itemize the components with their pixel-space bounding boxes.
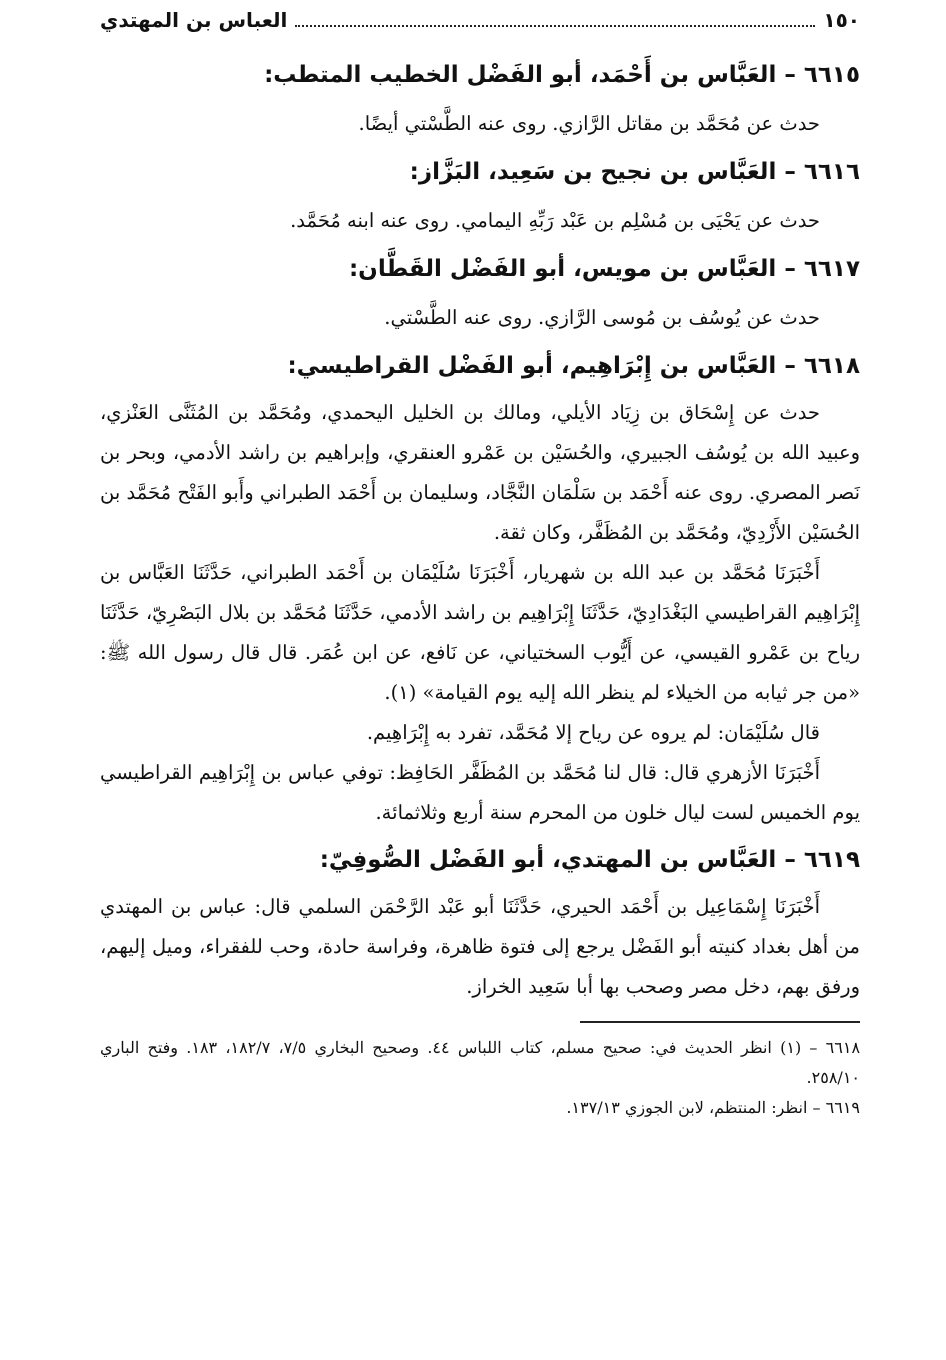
entry-heading-6618: ٦٦١٨ – العَبَّاس بن إِبْرَاهِيم، أبو الفَضْل القراطيسي: bbox=[287, 353, 860, 379]
entry-6615-text: حدث عن مُحَمَّد بن مقاتل الرَّازي. روى عنه الطَّسْتي أيضًا. bbox=[358, 112, 820, 135]
entry-heading-6617: ٦٦١٧ – العَبَّاس بن مويس، أبو الفَضْل القَطَّان: bbox=[348, 256, 860, 282]
book-page bbox=[100, 0, 860, 1360]
entry-6619-text: أَخْبَرَنَا إِسْمَاعِيل بن أَحْمَد الحيري، حَدَّثَنَا أبو عَبْد الرَّحْمَن السلمي قال: عباس بن المهتدي من أهل بغداد كنيته أبو الفَضْل يرجع إلى فتوة ظاهرة، وفراسة حادة، وحب للفقراء، وميل إليهم، ورفق بهم، دخل مصر وصحب بها أبا سَعِيد الخراز. bbox=[100, 895, 860, 998]
entry-6618-note: قال سُلَيْمَان: لم يروه عن رياح إلا مُحَمَّد، تفرد به إِبْرَاهِيم. bbox=[366, 721, 820, 744]
entry-6616-text: حدث عن يَحْيَى بن مُسْلِم بن عَبْد رَبِّهِ اليمامي. روى عنه ابنه مُحَمَّد. bbox=[290, 209, 820, 232]
entry-6618-narrators: حدث عن إِسْحَاق بن زِيَاد الأيلي، ومالك بن الخليل اليحمدي، ومُحَمَّد بن المُثَنَّى العَنْزي، وعبيد الله بن يُوسُف الجبيري، والحُسَيْن بن عَمْرو العنقري، وإبراهيم بن راشد الأدمي، وبحر بن نَصر المصري. روى عنه أَحْمَد بن سَلْمَان النَّجَّاد، وسليمان بن أَحْمَد الطبراني وأَبو الفَتْح مُحَمَّد بن الحُسَيْن الأَزْدِيّ، ومُحَمَّد بن المُظَفَّر، وكان ثقة. bbox=[100, 401, 860, 544]
entry-6618-death: أَخْبَرَنَا الأزهري قال: قال لنا مُحَمَّد بن المُظَفَّر الحَافِظ: توفي عباس بن إِبْرَاهِيم القراطيسي يوم الخميس لست ليال خلون من المحرم سنة أربع وثلاثمائة. bbox=[100, 761, 860, 824]
entry-heading-6615: ٦٦١٥ – العَبَّاس بن أَحْمَد، أبو الفَضْل الخطيب المتطب: bbox=[264, 62, 860, 88]
entry-6618-hadith: أَخْبَرَنَا مُحَمَّد بن عبد الله بن شهريار، أَخْبَرَنَا سُلَيْمَان بن أَحْمَد الطبراني، حَدَّثَنَا العَبَّاس بن إِبْرَاهِيم القراطيسي البَغْدَادِيّ، حَدَّثَنَا إِبْرَاهِيم بن راشد الأدمي، حَدَّثَنَا مُحَمَّد بن بلال البَصْرِيّ، حَدَّثَنَا رياح بن عَمْرو القيسي، عن أَيُّوب السختياني، عن نَافع، عن ابن عُمَر. قال قال رسول الله ﷺ: «من جر ثيابه من الخيلاء لم ينظر الله إليه يوم القيامة» (١). bbox=[100, 561, 860, 704]
footnote-6618: ٦٦١٨ – (١) انظر الحديث في: صحيح مسلم، كتاب اللباس ٤٤. وصحيح البخاري ٧/٥، ١٨٢/٧، ١٨٣. وفتح الباري ٢٥٨/١٠. bbox=[100, 1038, 861, 1087]
entry-6617-text: حدث عن يُوسُف بن مُوسى الرَّازي. روى عنه الطَّسْتي. bbox=[384, 306, 820, 329]
entry-heading-6619: ٦٦١٩ – العَبَّاس بن المهتدي، أبو الفَضْل الصُّوفِيّ: bbox=[319, 847, 860, 873]
page-body bbox=[100, 48, 860, 1123]
footnote-6619: ٦٦١٩ – انظر: المنتظم، لابن الجوزي ١٣٧/١٣. bbox=[566, 1098, 860, 1117]
leader-dots bbox=[295, 11, 815, 27]
running-title: العباس بن المهتدي bbox=[100, 8, 288, 32]
page-number: ١٥٠ bbox=[823, 8, 860, 32]
running-header bbox=[100, 8, 860, 38]
entry-heading-6616: ٦٦١٦ – العَبَّاس بن نجيح بن سَعِيد، البَزَّاز: bbox=[409, 159, 860, 185]
footnote-separator bbox=[580, 1021, 860, 1023]
